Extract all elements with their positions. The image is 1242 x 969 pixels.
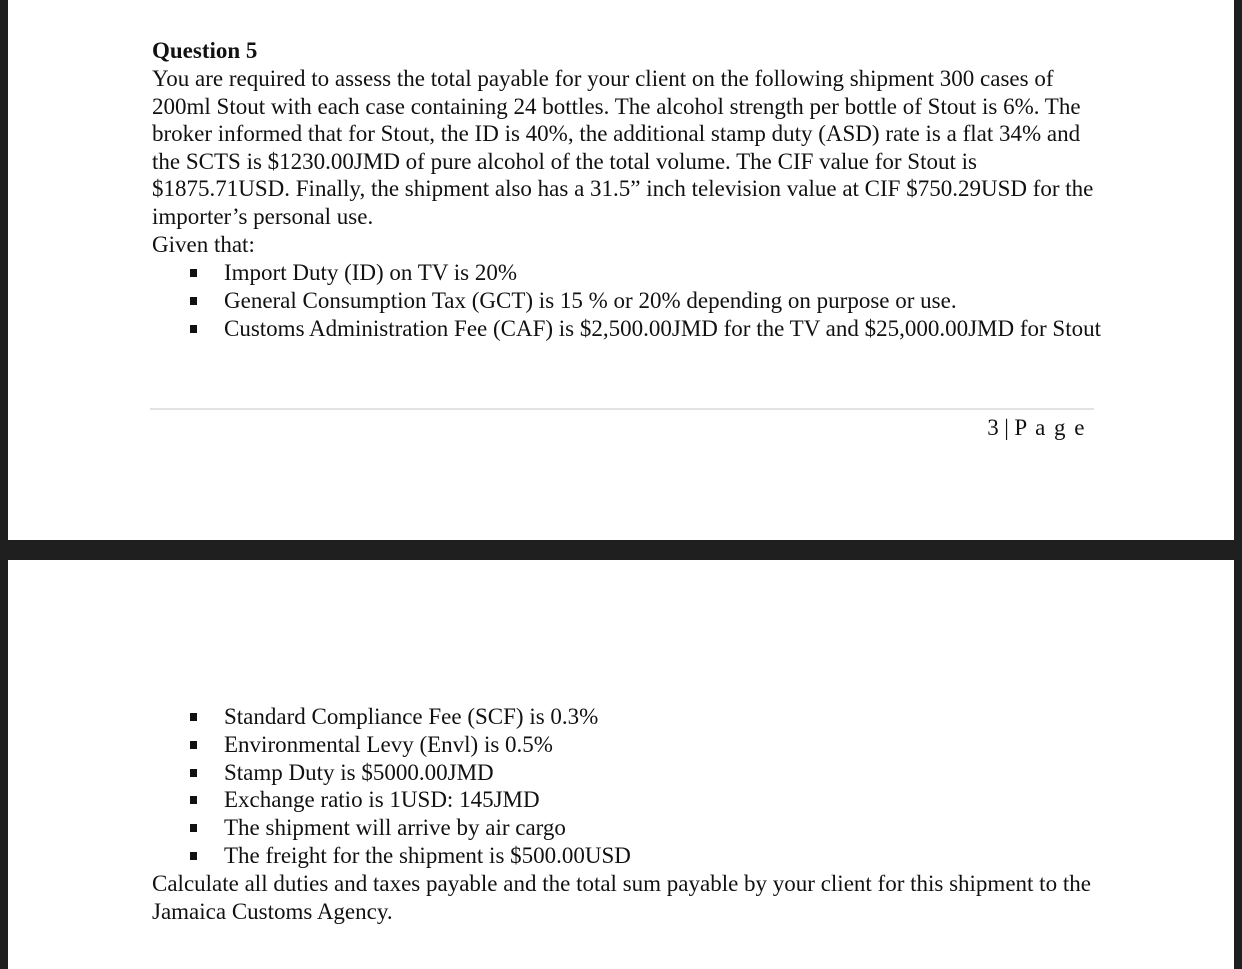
list-item-text: The shipment will arrive by air cargo xyxy=(224,815,566,841)
square-bullet-icon xyxy=(190,796,197,804)
list-item-text: Import Duty (ID) on TV is 20% xyxy=(224,260,518,285)
square-bullet-icon xyxy=(190,824,197,832)
document-page-4 xyxy=(8,560,1234,969)
list-item-text: Stamp Duty is $5000.00JMD xyxy=(224,759,494,785)
question-title: Question 5 xyxy=(152,38,258,63)
square-bullet-icon xyxy=(190,852,197,860)
list-item xyxy=(152,842,1112,870)
question-body: You are required to assess the total payable for your client on the following shipment 300 cases of 200ml Stout with each case containing 24 bottles. The alcohol strength per bottle of Stout is 6%. The broker informed that for Stout, the ID is 40%, the additional stamp duty (ASD) rate is a flat 34% and the SCTS is $1230.00JMD of pure alcohol of the total volume. The CIF value for Stout is $1875.71USD. Finally, the shipment also has a 31.5” inch television value at CIF $750.29USD for the importer’s personal use. xyxy=(152,66,1094,229)
list-item-text: General Consumption Tax (GCT) is 15 % or 20% depending on purpose or use. xyxy=(224,287,957,313)
page-separator: | xyxy=(1004,415,1011,440)
list-item xyxy=(152,315,1112,343)
footer-divider xyxy=(150,408,1094,410)
list-item xyxy=(152,786,1112,814)
page-number: 3 xyxy=(987,415,1001,440)
given-list-page-4 xyxy=(152,703,1112,870)
page-number-footer xyxy=(987,414,1086,442)
given-list-page-3 xyxy=(152,259,1112,342)
list-item xyxy=(152,759,1112,787)
page-word: P a g e xyxy=(1014,415,1086,440)
given-label: Given that: xyxy=(152,232,255,257)
list-item xyxy=(152,703,1112,731)
square-bullet-icon xyxy=(190,769,197,777)
list-item xyxy=(152,287,1112,315)
list-item xyxy=(152,259,1112,287)
list-item-text: Environmental Levy (Envl) is 0.5% xyxy=(224,731,553,757)
square-bullet-icon xyxy=(190,741,197,749)
square-bullet-icon xyxy=(190,325,197,333)
list-item-text: Exchange ratio is 1USD: 145JMD xyxy=(224,787,540,813)
list-item xyxy=(152,814,1112,842)
document-page-3 xyxy=(8,0,1234,540)
list-item-text: Customs Administration Fee (CAF) is $2,500.00JMD for the TV and $25,000.00JMD for Stout xyxy=(224,315,1101,341)
list-item xyxy=(152,731,1112,759)
list-item-text: Standard Compliance Fee (SCF) is 0.3% xyxy=(224,704,599,729)
square-bullet-icon xyxy=(190,713,197,721)
square-bullet-icon xyxy=(190,269,197,277)
list-item-text: The freight for the shipment is $500.00USD xyxy=(224,842,631,868)
square-bullet-icon xyxy=(190,297,197,305)
calculate-instruction: Calculate all duties and taxes payable and the total sum payable by your client for this shipment to the Jamaica Customs Agency. xyxy=(152,871,1091,924)
